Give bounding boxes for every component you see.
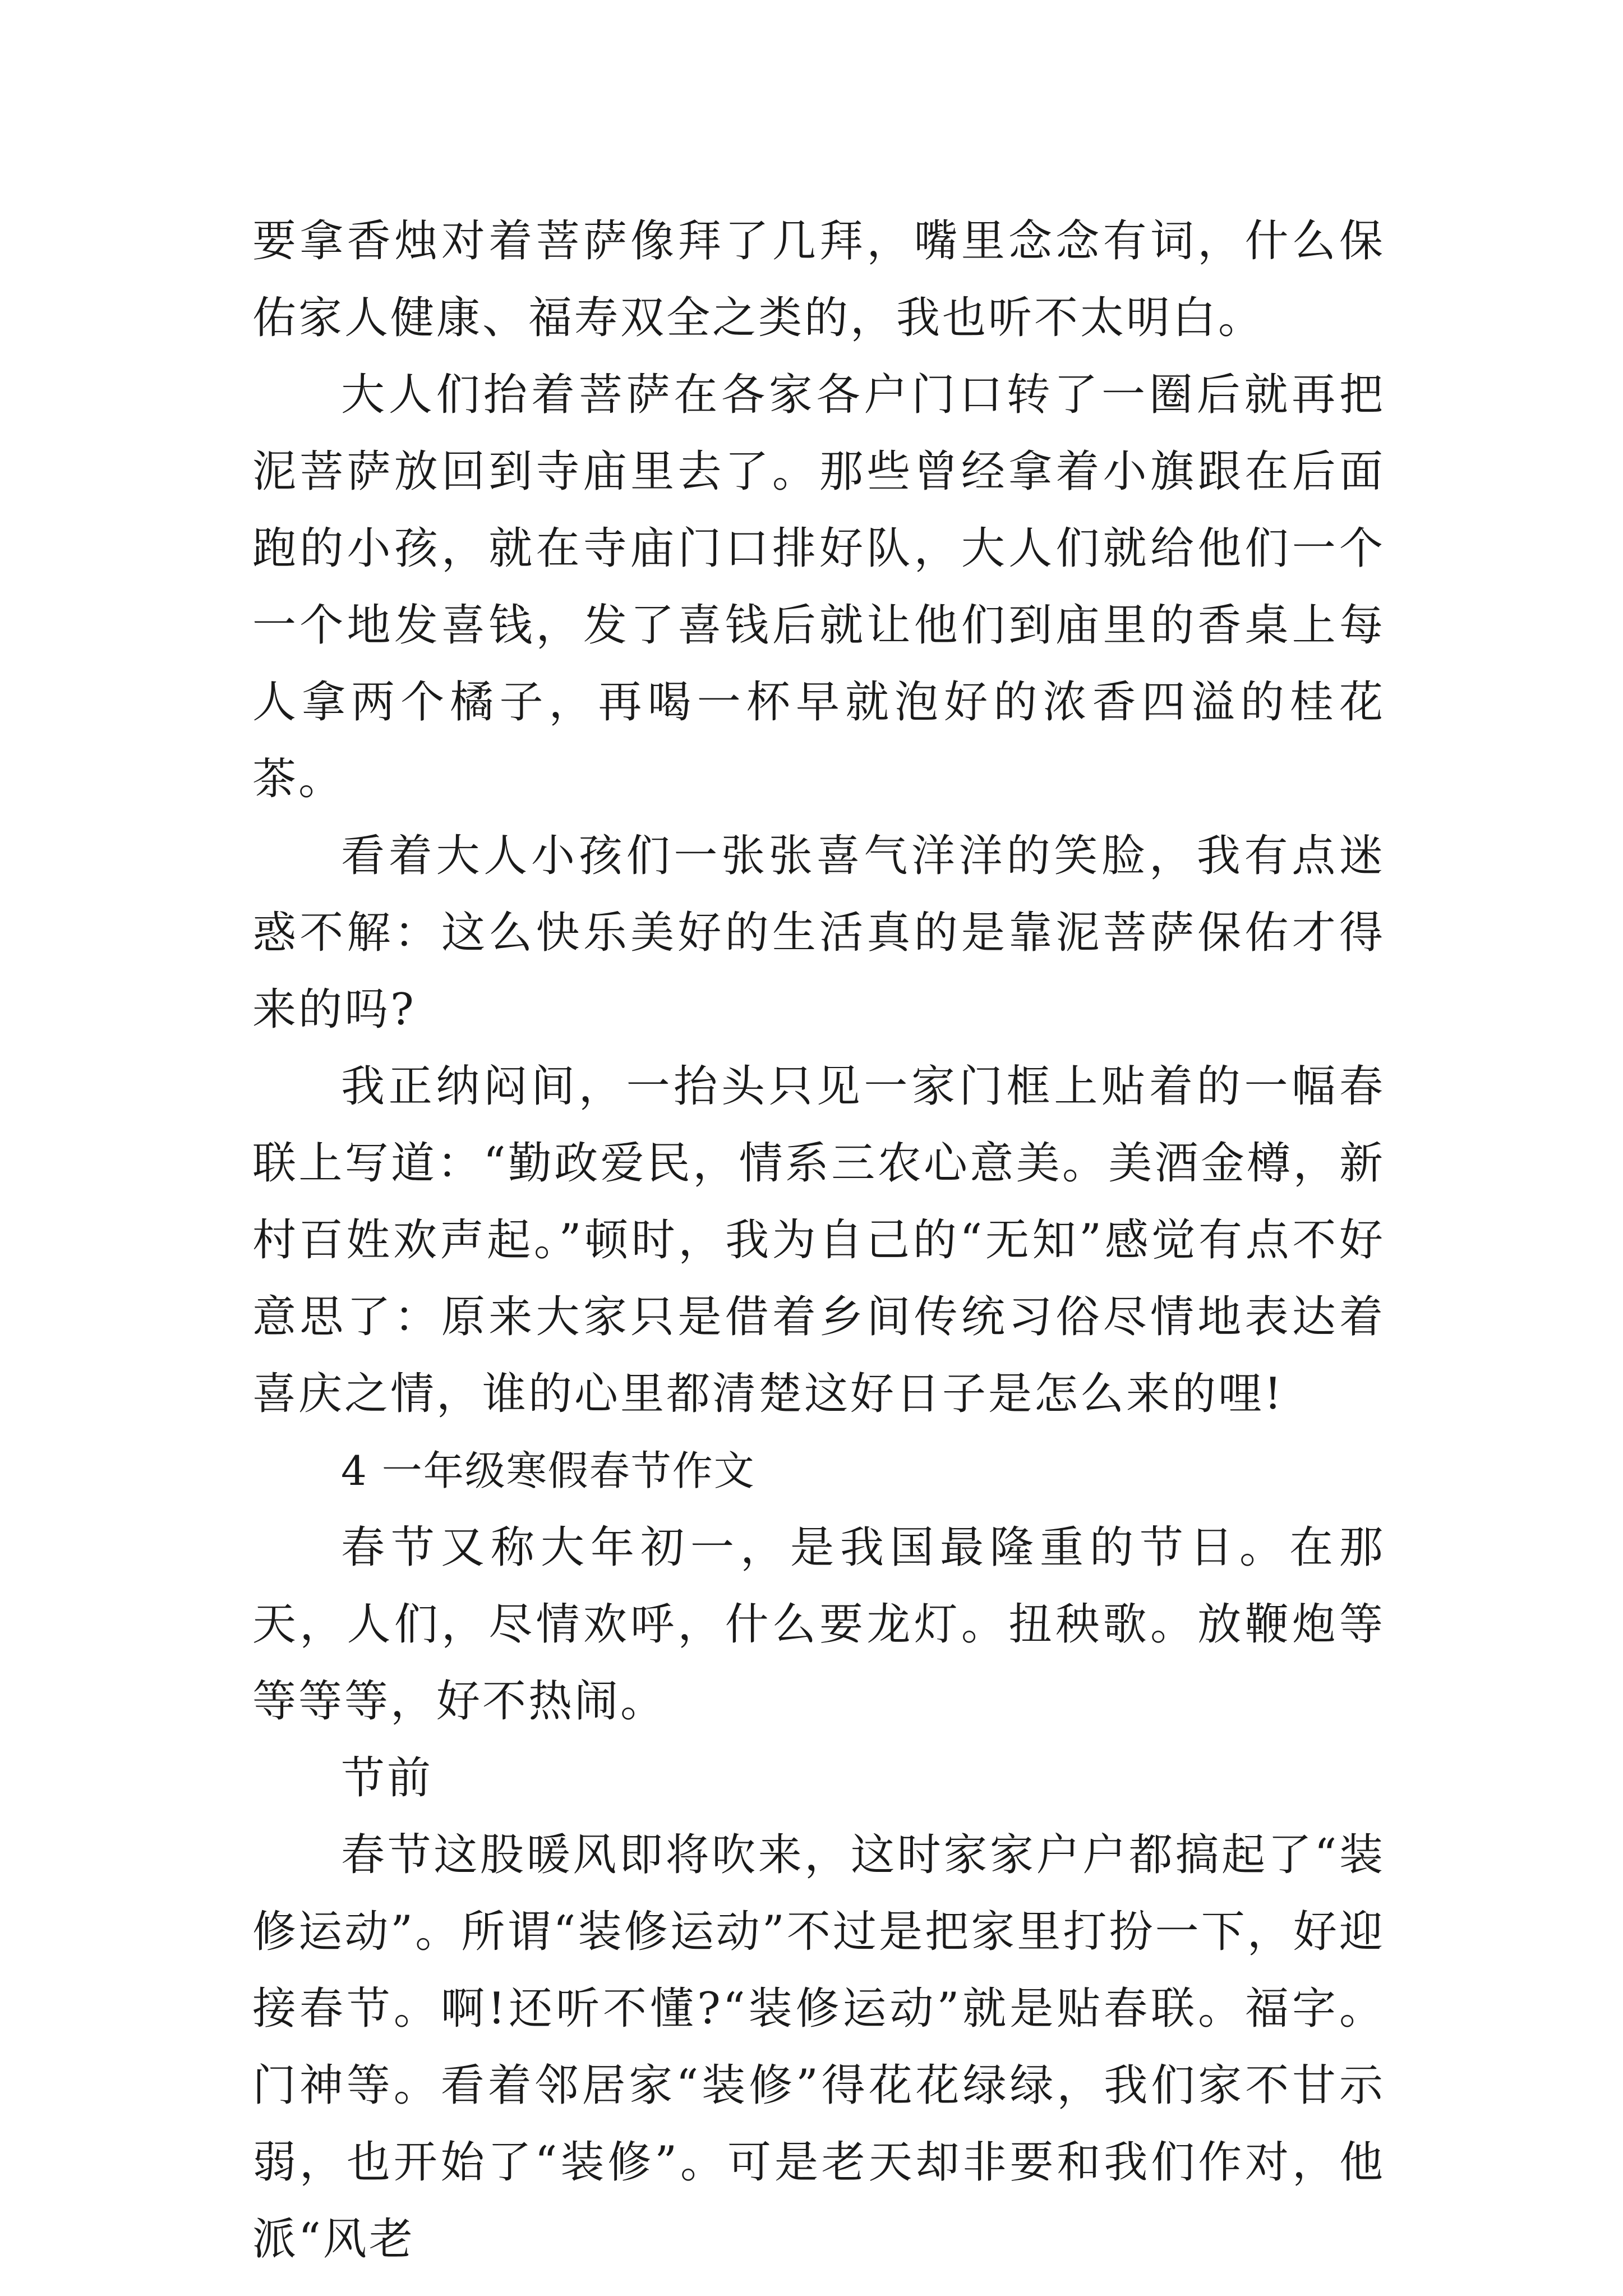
paragraph-4: 我正纳闷间，一抬头只见一家门框上贴着的一幅春联上写道：“勤政爱民，情系三农心意美。美酒金樽，新村百姓欢声起。”顿时，我为自己的“无知”感觉有点不好意思了：原来大家只是借着乡间传统习俗尽情地表达着喜庆之情，谁的心里都清楚这好日子是怎么来的哩! [252, 1061, 1385, 1419]
paragraph-5: 春节又称大年初一，是我国最隆重的节日。在那天，人们，尽情欢呼，什么要龙灯。扭秧歌。放鞭炮等等等等，好不热闹。 [252, 1522, 1385, 1727]
section-heading: 4 一年级寒假春节作文 [341, 1447, 755, 1494]
document-page [252, 203, 1385, 2278]
paragraph-7: 春节这股暖风即将吹来，这时家家户户都搞起了“装修运动”。所谓“装修运动”不过是把家里打扮一下，好迎接春节。啊!还听不懂?“装修运动”就是贴春联。福字。门神等。看着邻居家“装修”得花花绿绿，我们家不甘示弱，也开始了“装修”。可是老天却非要和我们作对，他派“风老 [252, 1830, 1385, 2265]
paragraph-6: 节前 [341, 1753, 434, 1803]
paragraph-2: 大人们抬着菩萨在各家各户门口转了一圈后就再把泥菩萨放回到寺庙里去了。那些曾经拿着小旗跟在后面跑的小孩，就在寺庙门口排好队，大人们就给他们一个一个地发喜钱，发了喜钱后就让他们到庙里的香桌上每人拿两个橘子，再喝一杯早就泡好的浓香四溢的桂花茶。 [252, 370, 1385, 804]
paragraph-3: 看着大人小孩们一张张喜气洋洋的笑脸，我有点迷惑不解：这么快乐美好的生活真的是靠泥菩萨保佑才得来的吗? [252, 831, 1385, 1035]
paragraph-1: 要拿香烛对着菩萨像拜了几拜，嘴里念念有词，什么保佑家人健康、福寿双全之类的，我也听不太明白。 [252, 216, 1385, 343]
